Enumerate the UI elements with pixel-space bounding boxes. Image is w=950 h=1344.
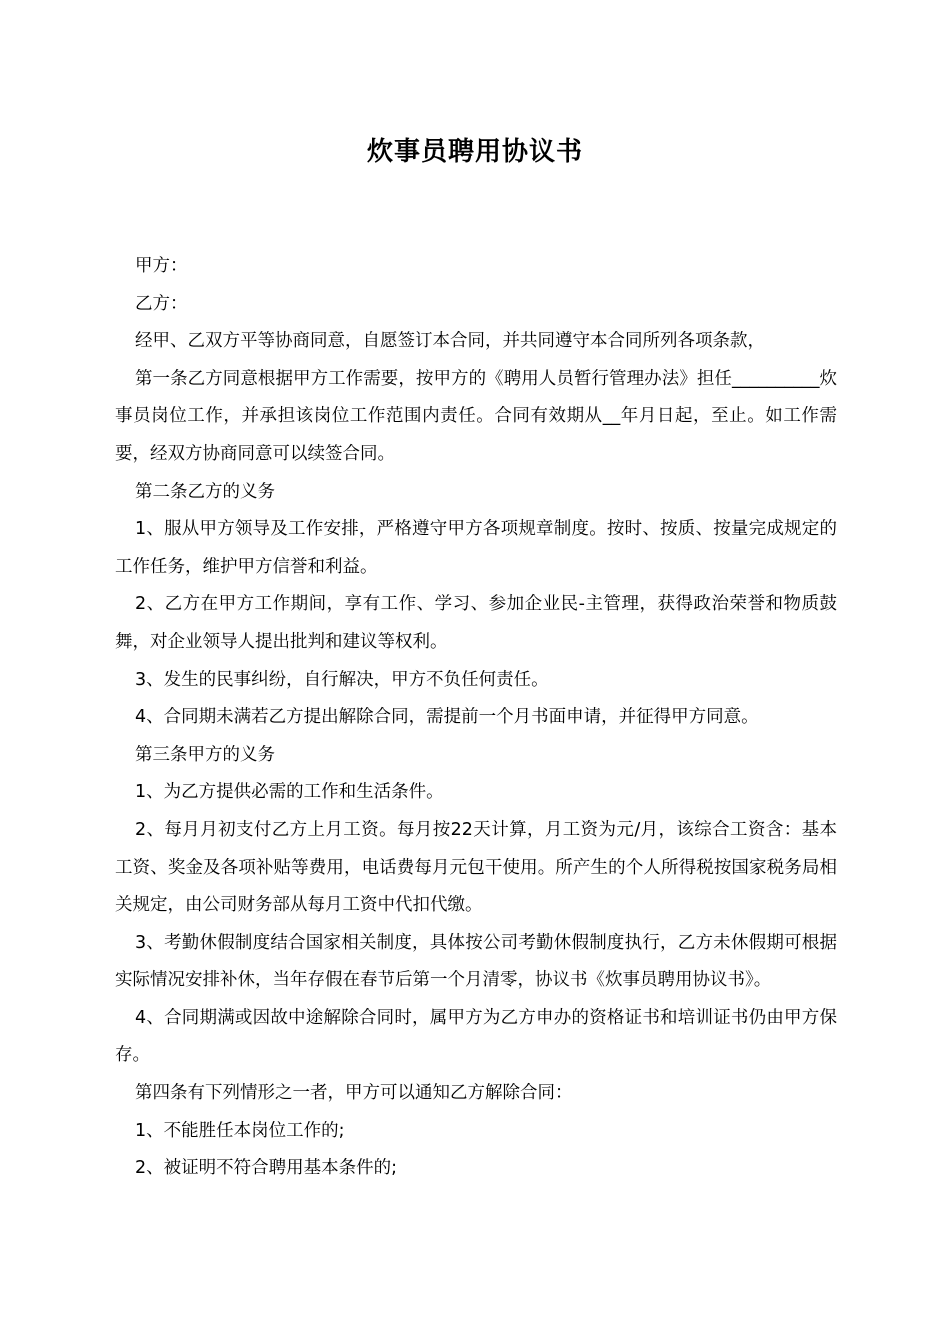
- party-b-line: 乙方：: [135, 293, 188, 314]
- article-2-item-1: 1、服从甲方领导及工作安排，严格遵守甲方各项规章制度。按时、按质、按量完成规定的工作任务，维护甲方信誉和利益。: [115, 519, 837, 577]
- article-4-heading: 第四条有下列情形之一者，甲方可以通知乙方解除合同：: [135, 1083, 573, 1104]
- article-4-item-1: 1、不能胜任本岗位工作的;: [135, 1120, 345, 1141]
- party-a-line: 甲方：: [135, 256, 188, 276]
- article-3-item-2: 2、每月月初支付乙方上月工资。每月按22天计算，月工资为元/月，该综合工资含：基本工资、奖金及各项补贴等费用，电话费每月元包干使用。所产生的个人所得税按国家税务局相关规定，由公司财务部从每月工资中代扣代缴。: [115, 819, 837, 916]
- document-title: 炊事员聘用协议书: [366, 137, 583, 167]
- article-3-item-4: 4、合同期满或因故中途解除合同时，属甲方为乙方申办的资格证书和培训证书仍由甲方保存。: [115, 1007, 837, 1066]
- article-3-heading: 第三条甲方的义务: [135, 744, 275, 765]
- article-2-heading: 第二条乙方的义务: [135, 481, 275, 502]
- article-3-item-3: 3、考勤休假制度结合国家相关制度，具体按公司考勤休假制度执行，乙方未休假期可根据实际情况安排补休，当年存假在春节后第一个月清零，协议书《炊事员聘用协议书》。: [115, 932, 837, 991]
- document-body: [115, 248, 837, 1188]
- preamble-paragraph: 经甲、乙双方平等协商同意，自愿签订本合同，并共同遵守本合同所列各项条款，: [135, 331, 765, 352]
- article-2-item-2: 2、乙方在甲方工作期间，享有工作、学习、参加企业民-主管理，获得政治荣誉和物质鼓舞，对企业领导人提出批判和建议等权利。: [115, 594, 837, 652]
- article-1-paragraph: 第一条乙方同意根据甲方工作需要，按甲方的《聘用人员暂行管理办法》担任__________炊事员岗位工作，并承担该岗位工作范围内责任。合同有效期从__年月日起，至止。如工作需要，经双方协商同意可以续签合同。: [115, 368, 837, 464]
- article-3-item-1: 1、为乙方提供必需的工作和生活条件。: [135, 782, 444, 803]
- article-2-item-4: 4、合同期未满若乙方提出解除合同，需提前一个月书面申请，并征得甲方同意。: [135, 707, 759, 728]
- article-2-item-3: 3、发生的民事纠纷，自行解决，甲方不负任何责任。: [135, 669, 549, 690]
- article-4-item-2: 2、被证明不符合聘用基本条件的;: [135, 1158, 398, 1179]
